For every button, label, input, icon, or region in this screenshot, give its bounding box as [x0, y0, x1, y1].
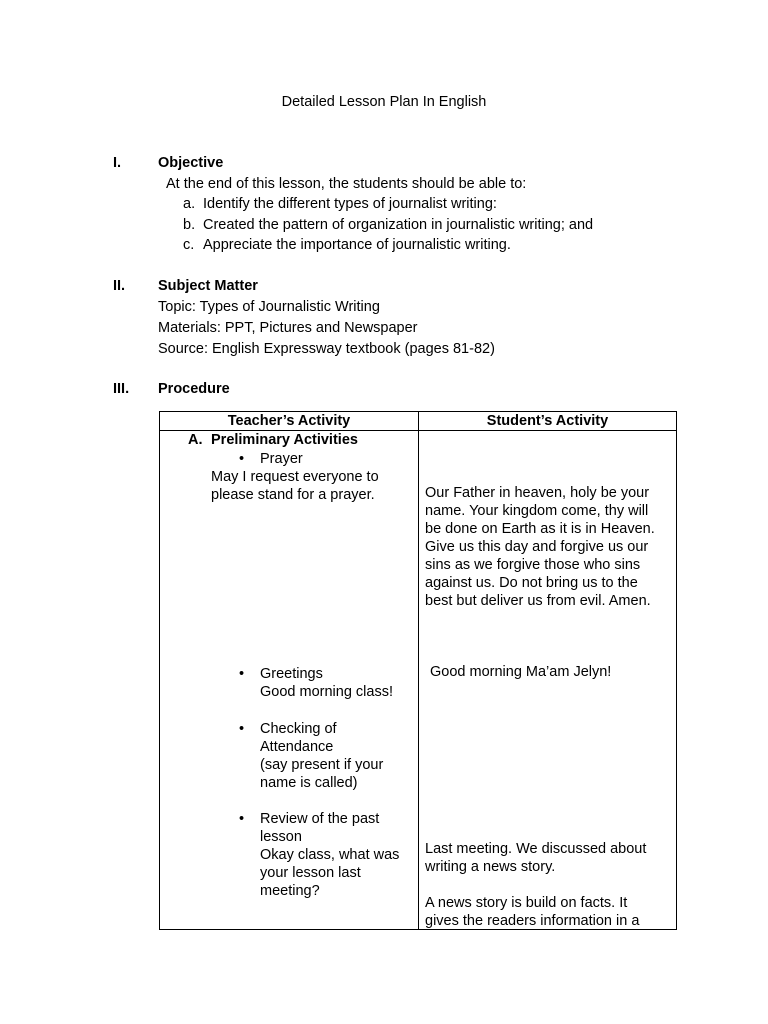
section-numeral-subject-matter: II.	[113, 278, 126, 294]
greetings-label: Greetings	[260, 666, 323, 682]
bullet-review: •	[239, 811, 245, 827]
bullet-prayer: •	[239, 451, 245, 467]
student-activity-header: Student’s Activity	[486, 413, 609, 429]
review-line-4: your lesson last	[260, 865, 361, 881]
objective-letter-c: c.	[183, 237, 195, 253]
objective-item-b: Created the pattern of organization in journalistic writing; and	[203, 217, 594, 233]
attendance-line-1: Checking of	[260, 721, 337, 737]
prayer-instruction-line-1: May I request everyone to	[211, 469, 379, 485]
attendance-line-3: (say present if your	[260, 757, 384, 773]
bullet-attendance: •	[239, 721, 245, 737]
student-prayer-line-6: against us. Do not bring us to the	[425, 575, 638, 591]
student-prayer-line-2: name. Your kingdom come, thy will	[425, 503, 649, 519]
prayer-label: Prayer	[260, 451, 303, 467]
student-prayer-line-3: be done on Earth as it is in Heaven.	[425, 521, 655, 537]
student-prayer-line-7: best but deliver us from evil. Amen.	[425, 593, 651, 609]
objective-item-c: Appreciate the importance of journalistic writing.	[203, 237, 511, 253]
greetings-line: Good morning class!	[260, 684, 393, 700]
document-title: Detailed Lesson Plan In English	[281, 94, 487, 110]
bullet-greetings: •	[239, 666, 245, 682]
prayer-instruction-line-2: please stand for a prayer.	[211, 487, 375, 503]
subject-topic: Topic: Types of Journalistic Writing	[158, 299, 380, 315]
student-prayer-line-1: Our Father in heaven, holy be your	[425, 485, 650, 501]
review-line-1: Review of the past	[260, 811, 380, 827]
column-divider	[418, 412, 419, 929]
subject-source: Source: English Expressway textbook (pages 81-82)	[158, 341, 495, 357]
objective-intro: At the end of this lesson, the students should be able to:	[166, 176, 527, 192]
student-greeting-reply: Good morning Ma’am Jelyn!	[430, 664, 612, 680]
attendance-line-4: name is called)	[260, 775, 358, 791]
section-heading-objective: Objective	[158, 155, 224, 171]
student-prayer-line-4: Give us this day and forgive us our	[425, 539, 649, 555]
student-news-line-1: A news story is build on facts. It	[425, 895, 628, 911]
objective-letter-a: a.	[183, 196, 196, 212]
student-review-line-1: Last meeting. We discussed about	[425, 841, 647, 857]
objective-letter-b: b.	[183, 217, 196, 233]
section-numeral-objective: I.	[113, 155, 122, 171]
objective-item-a: Identify the different types of journalist writing:	[203, 196, 497, 212]
section-numeral-procedure: III.	[113, 381, 130, 397]
preliminary-activities-heading: Preliminary Activities	[211, 432, 358, 448]
review-line-2: lesson	[260, 829, 302, 845]
review-line-3: Okay class, what was	[260, 847, 400, 863]
subject-materials: Materials: PPT, Pictures and Newspaper	[158, 320, 418, 336]
review-line-5: meeting?	[260, 883, 320, 899]
procedure-table	[159, 411, 677, 930]
teacher-activity-header: Teacher’s Activity	[227, 413, 351, 429]
section-heading-procedure: Procedure	[158, 381, 230, 397]
attendance-line-2: Attendance	[260, 739, 334, 755]
section-heading-subject-matter: Subject Matter	[158, 278, 258, 294]
student-review-line-2: writing a news story.	[425, 859, 556, 875]
section-letter-a: A.	[188, 432, 203, 448]
student-prayer-line-5: sins as we forgive those who sins	[425, 557, 641, 573]
student-news-line-2: gives the readers information in a	[425, 913, 640, 929]
